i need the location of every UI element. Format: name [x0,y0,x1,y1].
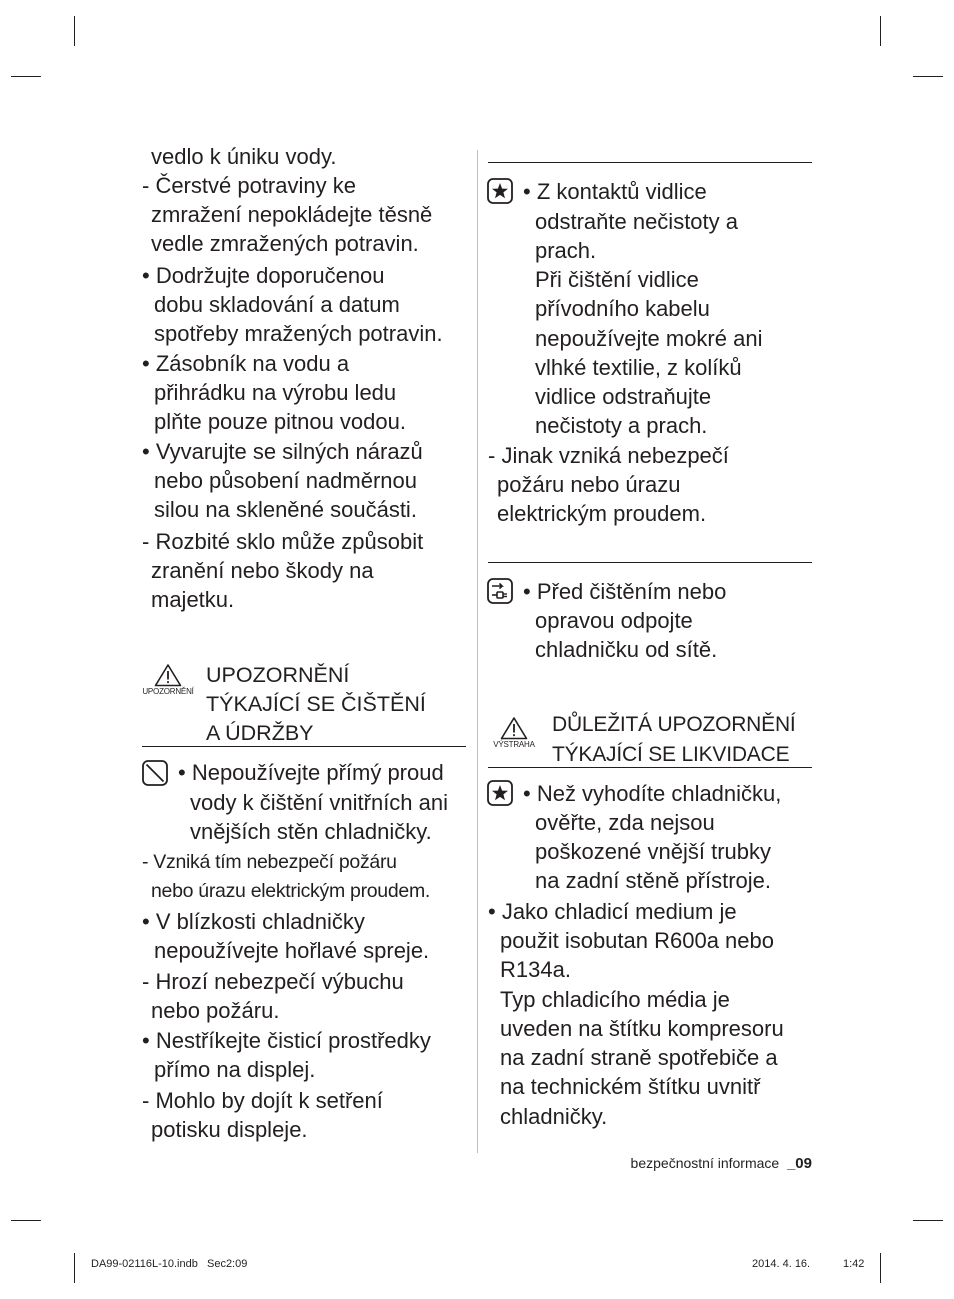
heading-rule [142,746,466,747]
unplug-icon [487,578,513,604]
text-line: vedle zmražených potravin. [151,231,419,256]
text-line: • V blízkosti chladničky [142,909,365,934]
caution-triangle-icon [154,663,182,687]
text-line: • Než vyhodíte chladničku, [523,781,782,806]
text-line: - Rozbité sklo může způsobit [142,529,424,554]
text-line: R134a. [500,957,571,982]
footer-section: bezpečnostní informace [630,1155,780,1171]
warning-badge [482,716,546,749]
section-heading: A ÚDRŽBY [206,721,314,745]
text-line: plňte pouze pitnou vodou. [154,409,406,434]
text-line: - Mohlo by dojít k setření [142,1088,383,1113]
warning-label: VÝSTRAHA [493,740,535,749]
page-footer [631,1155,812,1172]
text-line: chladničky. [500,1104,608,1129]
text-line: vidlice odstraňujte [535,384,712,409]
text-line: - Vzniká tím nebezpečí požáru [142,851,397,873]
print-time: 1:42 [843,1258,865,1270]
crop-mark [74,16,75,46]
warning-triangle-icon [500,716,528,740]
text-line: - Jinak vzniká nebezpečí [488,443,729,468]
text-line: zranění nebo škody na [151,558,374,583]
crop-mark [913,76,943,77]
text-line: na zadní straně spotřebiče a [500,1045,778,1070]
text-line: • Jako chladicí medium je [488,899,737,924]
text-line: vnějších stěn chladničky. [190,819,432,844]
text-line: spotřeby mražených potravin. [154,321,443,346]
text-line: vedlo k úniku vody. [151,144,337,169]
star-icon [487,780,513,806]
text-line: majetku. [151,587,235,612]
text-line: - Hrozí nebezpečí výbuchu [142,969,404,994]
section-rule [488,562,812,563]
text-line: přívodního kabelu [535,296,710,321]
text-line: přihrádku na výrobu ledu [154,380,397,405]
text-line: vody k čištění vnitřních ani [190,790,449,815]
text-line: poškozené vnější trubky [535,839,772,864]
text-line: použit isobutan R600a nebo [500,928,774,953]
text-line: • Před čištěním nebo [523,579,727,604]
text-line: nepoužívejte hořlavé spreje. [154,938,430,963]
text-line: zmražení nepokládejte těsně [151,202,433,227]
section-heading: TÝKAJÍCÍ SE LIKVIDACE [552,743,790,766]
crop-mark [880,1253,881,1283]
print-date: 2014. 4. 16. [752,1258,811,1270]
section-heading: TÝKAJÍCÍ SE ČIŠTĚNÍ [206,692,426,716]
text-line: • Nestříkejte čisticí prostředky [142,1028,431,1053]
caution-badge [136,663,200,696]
text-line: nebo požáru. [151,998,280,1023]
text-line: • Z kontaktů vidlice [523,179,707,204]
text-line: • Nepoužívejte přímý proud [178,760,444,785]
text-line: dobu skladování a datum [154,292,400,317]
text-line: chladničku od sítě. [535,637,718,662]
text-line: nebo úrazu elektrickým proudem. [151,880,431,902]
text-line: vlhké textilie, z kolíků [535,355,742,380]
heading-rule [488,767,812,768]
text-line: Typ chladicího média je [500,987,730,1012]
no-water-icon [142,760,168,786]
caution-label: UPOZORNĚNÍ [142,687,194,696]
text-line: odstraňte nečistoty a [535,209,739,234]
text-line: silou na skleněné součásti. [154,497,417,522]
text-line: potisku displeje. [151,1117,308,1142]
text-line: nečistoty a prach. [535,413,708,438]
text-line: • Dodržujte doporučenou [142,263,385,288]
section-heading: DŮLEŽITÁ UPOZORNĚNÍ [552,713,796,736]
text-line: prach. [535,238,597,263]
text-line: • Vyvarujte se silných nárazů [142,439,423,464]
crop-mark [11,1220,41,1221]
text-line: Při čištění vidlice [535,267,699,292]
star-icon [487,178,513,204]
text-line: přímo na displej. [154,1057,316,1082]
page-number: _09 [786,1155,812,1172]
crop-mark [880,16,881,46]
print-file-info: DA99-02116L-10.indb Sec2:09 [91,1258,248,1270]
text-line: ověřte, zda nejsou [535,810,715,835]
text-line: požáru nebo úrazu [497,472,681,497]
text-line: opravou odpojte [535,608,693,633]
text-line: • Zásobník na vodu a [142,351,350,376]
text-line: na technickém štítku uvnitř [500,1074,761,1099]
text-line: na zadní stěně přístroje. [535,868,772,893]
section-heading: UPOZORNĚNÍ [206,663,350,687]
column-divider [477,150,478,1153]
section-rule [488,162,812,163]
text-line: - Čerstvé potraviny ke [142,173,356,198]
crop-mark [913,1220,943,1221]
crop-mark [11,76,41,77]
text-line: nepoužívejte mokré ani [535,326,763,351]
text-line: nebo působení nadměrnou [154,468,417,493]
text-line: uveden na štítku kompresoru [500,1016,784,1041]
crop-mark [74,1253,75,1283]
text-line: elektrickým proudem. [497,501,707,526]
